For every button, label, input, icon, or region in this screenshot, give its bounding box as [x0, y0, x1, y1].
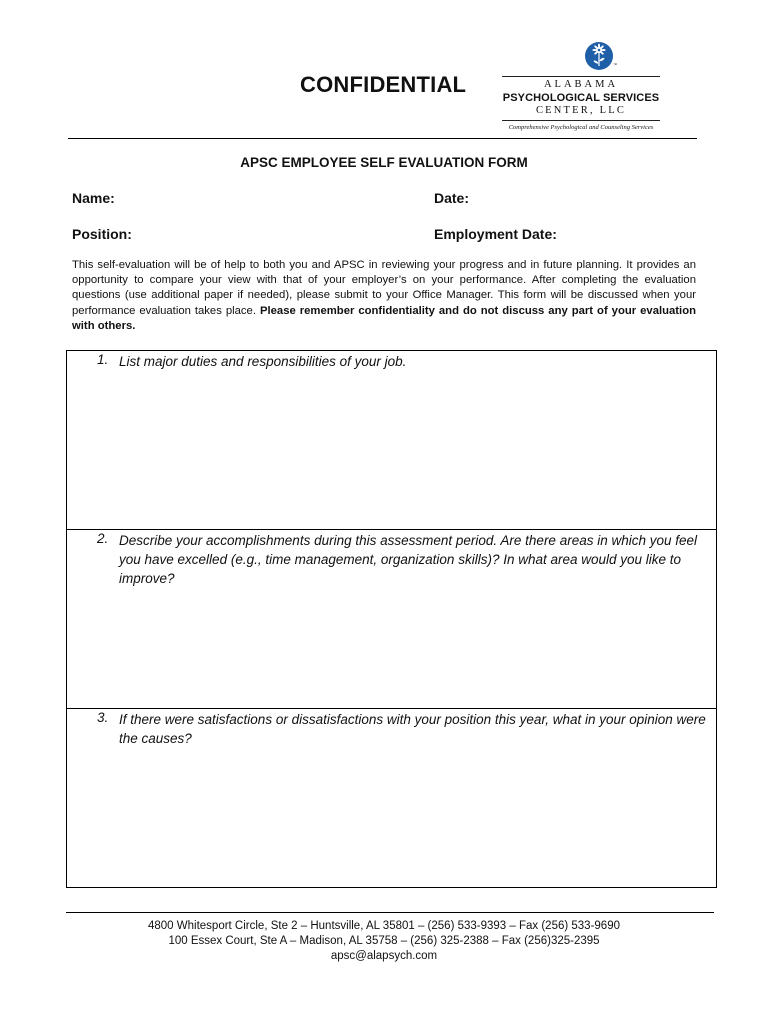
logo-text-psychological-services: PSYCHOLOGICAL SERVICES: [502, 92, 660, 104]
footer-address: [0, 919, 768, 964]
question-text: Describe your accomplishments during this assessment period. Are there areas in which you feel you have excelled (e.g., time management, organization skills)? In what area would you like to improve?: [119, 533, 698, 586]
logo-rule: [502, 120, 660, 121]
footer-huntsville-address: 4800 Whitesport Circle, Ste 2 – Huntsville, AL 35801 – (256) 533-9393 – Fax (256) 533-9690: [148, 920, 620, 932]
footer-madison-address: 100 Essex Court, Ste A – Madison, AL 35758 – (256) 325-2388 – Fax (256)325-2395: [168, 935, 600, 947]
questions-table: [66, 350, 717, 888]
confidentiality-notice: Please remember confidentiality and do not discuss any part of your evaluation with others.: [72, 304, 697, 332]
confidential-heading: CONFIDENTIAL: [300, 72, 467, 97]
footer-divider: [66, 912, 714, 913]
question-cell[interactable]: [67, 351, 716, 530]
question-cell[interactable]: [67, 709, 716, 887]
employment-date-field-label: Employment Date:: [434, 226, 557, 242]
question-cell[interactable]: [67, 530, 716, 709]
question-number: 2.: [97, 531, 109, 546]
question-number: 3.: [97, 710, 109, 725]
footer-email: apsc@alapsych.com: [330, 950, 438, 962]
logo-text-center-llc: CENTER, LLC: [535, 105, 627, 116]
sunflower-emblem-icon: [584, 41, 614, 71]
date-field-label: Date:: [434, 190, 470, 206]
header-divider: [68, 138, 697, 139]
name-field-label: Name:: [72, 190, 115, 206]
logo-tagline: Comprehensive Psychological and Counseling Services: [508, 124, 654, 131]
logo-rule: [502, 76, 660, 77]
trademark-mark: ™: [613, 62, 617, 67]
question-text: List major duties and responsibilities of your job.: [119, 354, 407, 369]
company-logo: [500, 38, 662, 140]
logo-text-alabama: ALABAMA: [543, 79, 619, 90]
instructions-text: This self-evaluation will be of help to both you and APSC in reviewing your progress and in future planning. It provides an opportunity to compare your view with that of your employer’s on your performance. After completing the evaluation questions (use additional paper if needed), please submit to your Office Manager. This form will be discussed when your performance evaluation takes place.: [72, 259, 696, 317]
question-number: 1.: [97, 352, 109, 367]
question-text: If there were satisfactions or dissatisfactions with your position this year, what in your opinion were the causes?: [119, 712, 706, 746]
form-title: APSC EMPLOYEE SELF EVALUATION FORM: [240, 155, 528, 170]
position-field-label: Position:: [72, 226, 132, 242]
instructions-paragraph: [72, 258, 696, 334]
